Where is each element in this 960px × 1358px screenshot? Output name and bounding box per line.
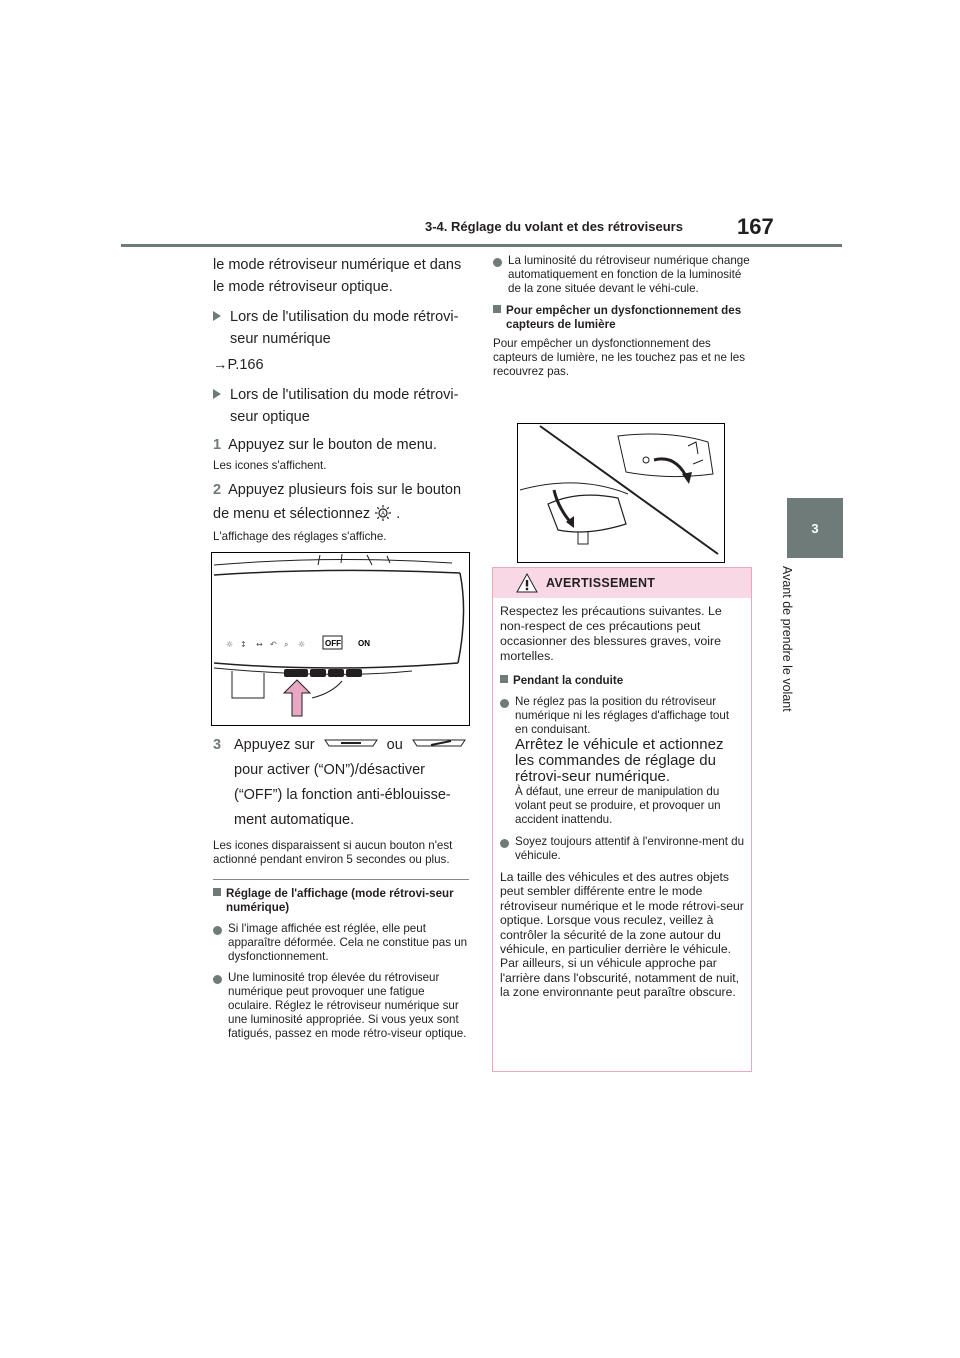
warning-closing: La taille des véhicules et des autres objets peut sembler différente entre le mode rétroviseur numérique et le mode rétrovi-seur optique. Lorsque vous reculez, veillez à contrôler la sécurité de la zone autour du véhicule, en particulier derrière le véhicule. Par ailleurs, si un véhicule approche par l'arrière dans l'obscurité, notamment de nuit, la zone environnante peut paraître obscure. — [500, 870, 744, 1000]
left-button-icon — [323, 738, 379, 748]
step-1 — [213, 434, 469, 456]
step-2-note: L'affichage des réglages s'affiche. — [213, 530, 387, 543]
list-item — [493, 254, 755, 296]
square-bullet-icon — [500, 675, 508, 683]
step-1-note: Les icones s'affichent. — [213, 459, 327, 472]
step-2-end: . — [396, 506, 401, 522]
list-item — [500, 835, 745, 863]
list-item — [213, 971, 469, 1041]
chapter-tab — [787, 498, 843, 558]
chapter-label-container — [780, 566, 812, 726]
warning-bullet-1-text: Ne réglez pas la position du rétroviseur numérique ni les réglages d'affichage tout en conduisant. — [515, 695, 730, 736]
sub-heading-text: Réglage de l'affichage (mode rétrovi-seur numérique) — [226, 887, 454, 914]
square-bullet-icon — [213, 888, 221, 896]
page-number: 167 — [737, 214, 774, 239]
bullet-text: Une luminosité trop élevée du rétroviseur numérique peut provoquer une fatigue oculaire. Réglez le rétroviseur numérique sur une luminosité appropriée. Si vous yeux sont fatigués, passez en mode rétro-viseur optique. — [228, 971, 467, 1040]
sub-heading — [213, 887, 469, 915]
step-1-text: Appuyez sur le bouton de menu. — [228, 437, 437, 453]
warning-heading-text: Pendant la conduite — [513, 674, 624, 687]
right-button-icon — [411, 738, 467, 748]
step-2-text: Appuyez plusieurs fois sur le bouton de menu et sélectionnez — [213, 482, 462, 522]
warning-box — [492, 567, 752, 1072]
list-item — [213, 922, 469, 964]
figure-off-label: OFF — [325, 639, 341, 648]
step-1-number: 1 — [213, 437, 222, 453]
section-title: 3-4. Réglage du volant et des rétroviseurs — [425, 219, 683, 234]
mirror-buttons-figure — [211, 552, 470, 726]
mirror-buttons-illustration — [212, 553, 469, 725]
warning-bullet-2-text: Soyez toujours attentif à l'environne-ment du véhicule. — [515, 835, 745, 862]
left-column-lower — [213, 733, 469, 1041]
triangle-bullet-icon — [213, 389, 221, 399]
warning-heading — [500, 674, 745, 688]
round-bullet-icon — [493, 258, 502, 267]
sensor-illustration — [518, 424, 724, 562]
square-bullet-icon — [493, 305, 501, 313]
warning-intro: Respectez les précautions suivantes. Le non-respect de ces précautions peut occasionner des blessures graves, voire mortelles. — [500, 604, 722, 663]
step-3-number: 3 — [213, 737, 222, 753]
svg-text:↶: ↶ — [270, 640, 277, 649]
case-digital — [213, 306, 469, 350]
warning-body — [493, 598, 751, 1000]
warning-bullet-1 — [515, 695, 745, 827]
svg-text:↔: ↔ — [256, 640, 263, 649]
round-bullet-icon — [500, 839, 509, 848]
anti-glare-icon — [374, 504, 392, 522]
step-3-ou: ou — [386, 737, 403, 753]
right-column — [493, 254, 755, 379]
step-3-text-a: Appuyez sur — [234, 737, 315, 753]
header-divider — [121, 244, 842, 247]
figure-on-label: ON — [358, 639, 370, 648]
bullet-text: Si l'image affichée est réglée, elle peut apparaître déformée. Cela ne constitue pas un dysfonctionnement. — [228, 922, 468, 963]
round-bullet-icon — [213, 926, 222, 935]
step-2-number: 2 — [213, 482, 222, 498]
chapter-number: 3 — [811, 520, 819, 536]
intro-text: le mode rétroviseur numérique et dans le mode rétroviseur optique. — [213, 257, 462, 295]
step-3-text-b: pour activer (“ON”)/désactiver (“OFF”) la fonction anti-éblouisse-ment automatique. — [234, 762, 451, 828]
warning-bullet-1-emphasis: Arrêtez le véhicule et actionnez les commandes de réglage du rétrovi-seur numérique. — [515, 736, 724, 785]
round-bullet-icon — [500, 699, 509, 708]
sensor-heading — [493, 304, 755, 332]
step-2 — [213, 478, 469, 526]
left-column — [213, 254, 469, 544]
bullet-text: La luminosité du rétroviseur numérique change automatiquement en fonction de la luminosité de la zone située devant le véhi-cule. — [508, 254, 750, 295]
pointer-arrow-icon — [284, 680, 310, 716]
sensor-heading-text: Pour empêcher un dysfonctionnement des capteurs de lumière — [506, 304, 742, 331]
svg-text:☼: ☼ — [298, 640, 306, 649]
warning-header — [493, 568, 751, 598]
case-digital-ref: →P.166 — [213, 357, 264, 373]
step-3 — [213, 733, 469, 833]
case-optical-text: Lors de l'utilisation du mode rétrovi-seur optique — [230, 387, 459, 425]
section-divider — [213, 879, 469, 880]
triangle-bullet-icon — [213, 311, 221, 321]
step-3-note: Les icones disparaissent si aucun bouton n'est actionné pendant environ 5 secondes ou plus. — [213, 839, 453, 866]
sensor-text: Pour empêcher un dysfonctionnement des capteurs de lumière, ne les touchez pas et ne les recouvrez pas. — [493, 337, 745, 378]
svg-text:☼: ☼ — [226, 640, 234, 649]
chapter-label: Avant de prendre le volant — [780, 566, 794, 712]
warning-triangle-icon — [516, 573, 538, 593]
svg-text:↕: ↕ — [240, 640, 247, 649]
warning-bullet-1-consequence: À défaut, une erreur de manipulation du volant peut se produire, et provoquer un accident inattendu. — [515, 785, 721, 826]
sensor-figure — [517, 423, 725, 563]
svg-text:⌕: ⌕ — [284, 640, 289, 649]
case-digital-text: Lors de l'utilisation du mode rétrovi-seur numérique — [230, 309, 459, 347]
list-item — [500, 695, 745, 827]
svg-text:A: A — [381, 511, 386, 518]
case-optical — [213, 384, 469, 428]
warning-title: AVERTISSEMENT — [546, 576, 656, 590]
round-bullet-icon — [213, 975, 222, 984]
